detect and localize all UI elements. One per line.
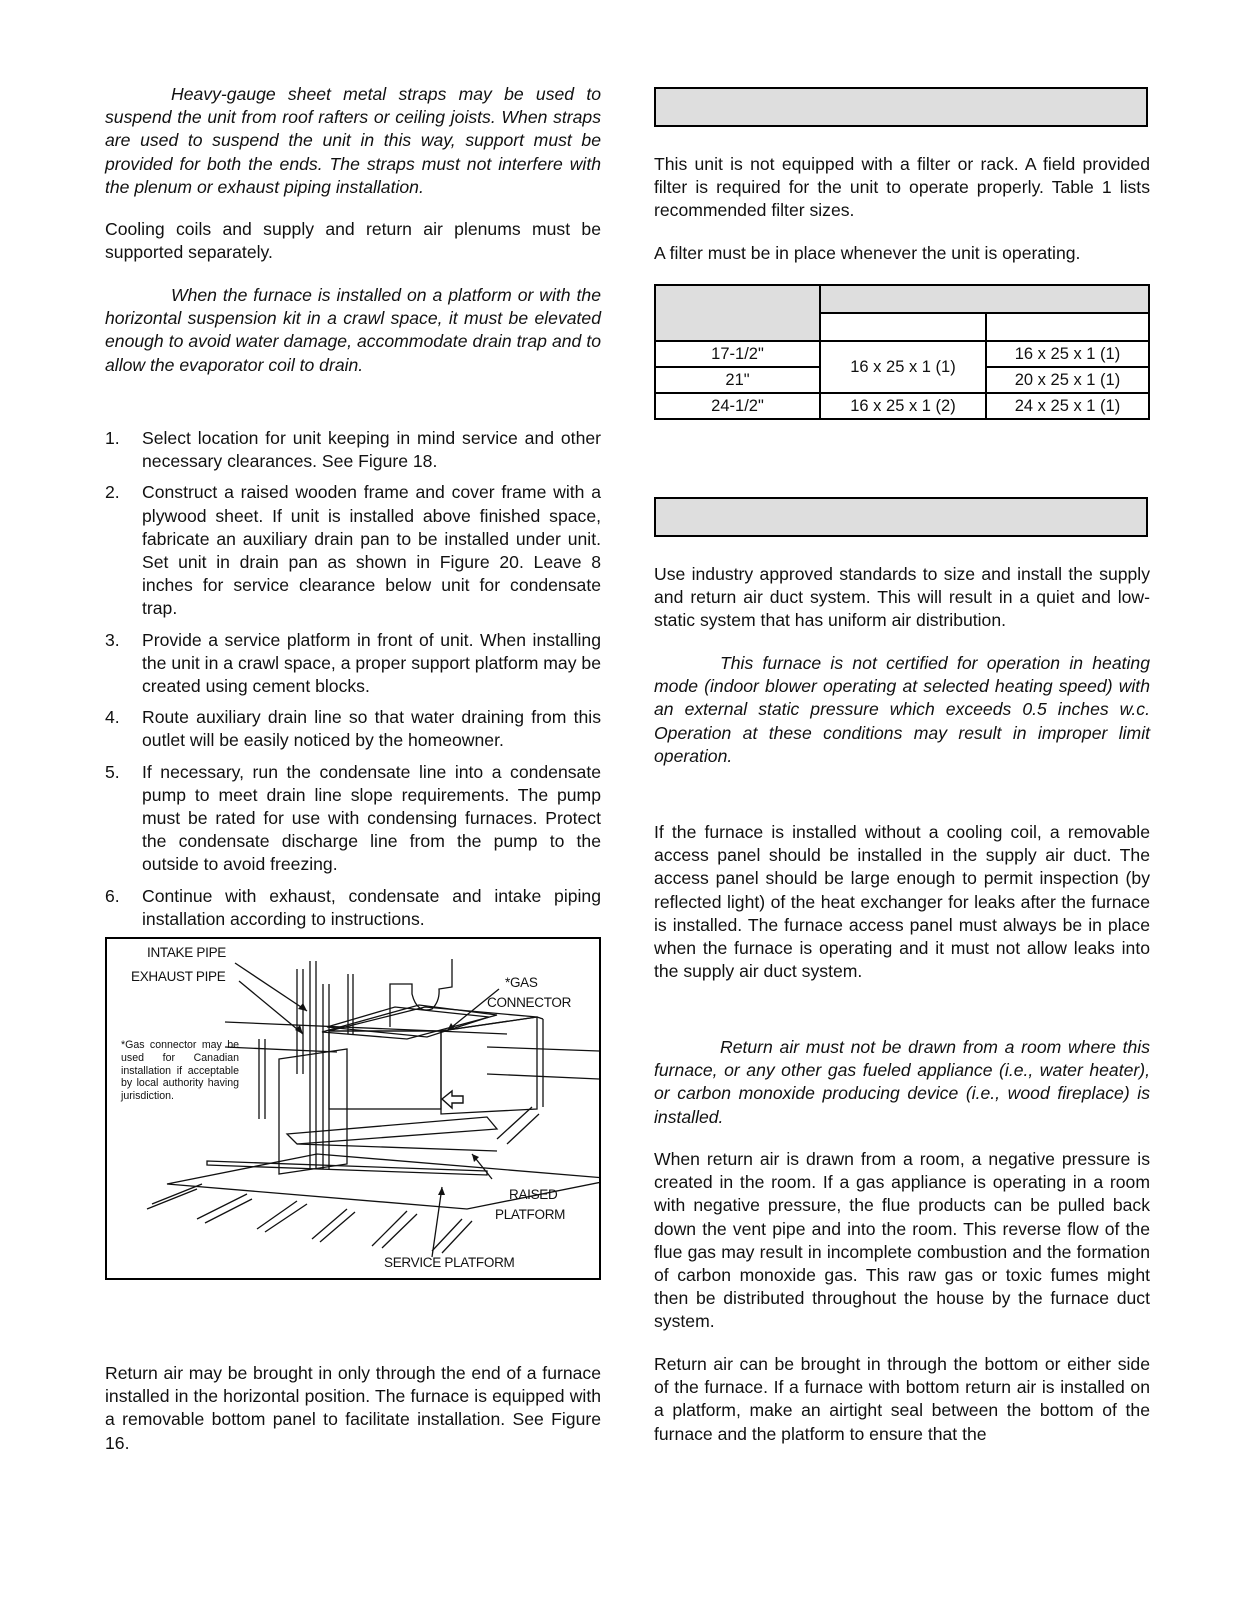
step-item: 1. Select location for unit keeping in mind service and other necessary clearances. See Figure 18. <box>105 428 601 472</box>
table-header-cabinet-width <box>655 285 820 341</box>
label-service-platform: SERVICE PLATFORM <box>384 1255 515 1270</box>
table-row: 24-1/2" 16 x 25 x 1 (2) 24 x 25 x 1 (1) <box>655 393 1149 419</box>
note-platform: When the furnace is installed on a platform or with the horizontal suspension kit in a crawl space, it must be elevated enough to avoid water damage, accommodate drain trap and to allow the evaporator coil to drain. <box>105 285 601 375</box>
table-header-bottom <box>986 313 1149 341</box>
paragraph-return-bottom-side: Return air can be brought in through the bottom or either side of the furnace. If a furnace with bottom return air is installed on a platform, make an airtight seal between the bottom of the furnace and the platform to ensure that the <box>654 1354 1150 1444</box>
step-item: 5. If necessary, run the condensate line into a condensate pump to meet drain line slope requirements. The pump must be rated for use with condensing furnaces. Protect the condensate discharge line from the pump to the outside to avoid freezing. <box>105 761 601 875</box>
paragraph-return-air-end: Return air may be brought in only through the end of a furnace installed in the horizontal position. The furnace is equipped with a removable bottom panel to facilitate installation. See Figure 16. <box>105 1363 601 1453</box>
label-raised-platform-1: RAISED <box>509 1187 558 1202</box>
airflow-arrow-icon <box>442 1091 463 1108</box>
left-column <box>105 0 601 1620</box>
table-header-group <box>820 285 1149 313</box>
label-raised-platform-2: PLATFORM <box>495 1207 566 1222</box>
table-row: 21" 20 x 25 x 1 (1) <box>655 367 1149 393</box>
step-item: 2. Construct a raised wooden frame and cover frame with a plywood sheet. If unit is installed above finished space, fabricate an auxiliary drain pan to be installed under unit. Set unit in drain pan as shown in Figure 20. Leave 8 inches for service clearance below unit for condensate trap. <box>105 482 601 619</box>
step-item: 6. Continue with exhaust, condensate and intake piping installation according to instructions. <box>105 885 601 929</box>
paragraph-duct-standards: Use industry approved standards to size and install the supply and return air duct system. This will result in a quiet and low-static system that has uniform air distribution. <box>654 564 1150 631</box>
step-item: 4. Route auxiliary drain line so that water draining from this outlet will be easily noticed by the homeowner. <box>105 707 601 751</box>
paragraph-filter-intro: This unit is not equipped with a filter or rack. A field provided filter is required for the unit to operate properly. Table 1 lists recommended filter sizes. <box>654 154 1150 221</box>
note-return-room: Return air must not be drawn from a room where this furnace, or any other gas fueled appliance (i.e., water heater), or carbon monoxide producing device (i.e., wood fireplace) is installed. <box>654 1037 1150 1127</box>
label-gas-connector-1: *GAS <box>505 975 538 990</box>
installation-figure <box>105 937 601 1280</box>
section-heading-filters <box>654 87 1148 127</box>
filter-size-table <box>654 284 1150 420</box>
table-header-side <box>820 313 986 341</box>
label-exhaust-pipe: EXHAUST PIPE <box>131 969 226 984</box>
table-row: 17-1/2" 16 x 25 x 1 (1) 16 x 25 x 1 (1) <box>655 341 1149 367</box>
label-gas-connector-2: CONNECTOR <box>487 995 572 1010</box>
note-static-pressure: This furnace is not certified for operation in heating mode (indoor blower operating at selected heating speed) with an external static pressure which exceeds 0.5 inches w.c. Operation at these conditions may result in improper limit operation. <box>654 653 1150 766</box>
label-intake-pipe: INTAKE PIPE <box>147 945 226 960</box>
paragraph-filter-must: A filter must be in place whenever the unit is operating. <box>654 243 1081 263</box>
paragraph-negative-pressure: When return air is drawn from a room, a negative pressure is created in the room. If a gas appliance is operating in a room with negative pressure, the flue products can be pulled back down the vent pipe and into the room. This reverse flow of the flue gas may result in incomplete combustion and the formation of carbon monoxide gas. This raw gas or toxic fumes might then be distributed throughout the house by the furnace duct system. <box>654 1149 1150 1332</box>
gas-connector-note: *Gas connector may be used for Canadian installation if acceptable by local authority having jurisdiction. <box>121 1039 239 1103</box>
paragraph-cooling-coils: Cooling coils and supply and return air plenums must be supported separately. <box>105 219 601 263</box>
section-heading-ducts <box>654 497 1148 537</box>
paragraph-access-panel: If the furnace is installed without a cooling coil, a removable access panel should be installed in the supply air duct. The access panel should be large enough to permit inspection (by reflected light) of the heat exchanger for leaks after the furnace is installed. The furnace access panel must always be in place when the furnace is operating and it must not allow leaks into the supply air duct system. <box>654 822 1150 982</box>
step-item: 3. Provide a service platform in front of unit. When installing the unit in a crawl space, a proper support platform may be created using cement blocks. <box>105 629 601 697</box>
note-straps: Heavy-gauge sheet metal straps may be used to suspend the unit from roof rafters or ceiling joists. When straps are used to suspend the unit in this way, support must be provided for both the ends. The straps must not interfere with the plenum or exhaust piping installation. <box>105 84 601 197</box>
installation-steps <box>105 427 601 931</box>
right-column <box>654 0 1150 1620</box>
